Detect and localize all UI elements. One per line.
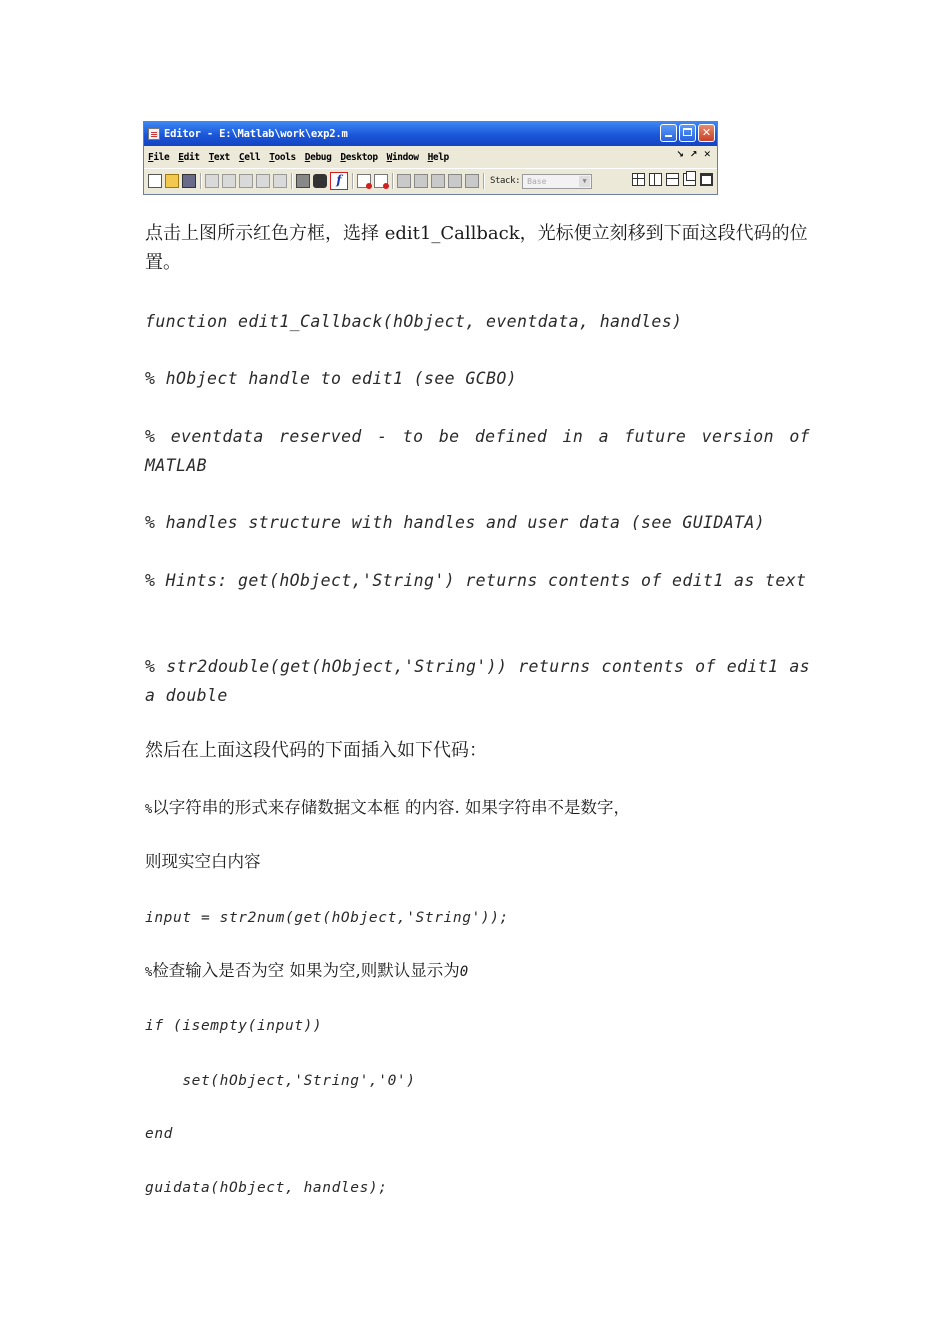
stack-label: Stack: bbox=[490, 176, 521, 186]
toolbar-divider bbox=[352, 173, 353, 189]
code-comment-hints: % Hints: get(hObject,'String') returns contents of edit1 as text bbox=[145, 571, 807, 590]
clear-breakpoints-icon[interactable] bbox=[374, 174, 388, 188]
menu-help[interactable]: Help bbox=[427, 151, 449, 163]
step-icon[interactable] bbox=[397, 174, 411, 188]
find-binoculars-icon[interactable] bbox=[313, 174, 327, 188]
toolbar-divider bbox=[392, 173, 393, 189]
redo-icon[interactable] bbox=[273, 174, 287, 188]
toolbar-divider bbox=[291, 173, 292, 189]
set-breakpoint-icon[interactable] bbox=[357, 174, 371, 188]
menu-window[interactable]: Window bbox=[386, 151, 419, 163]
maximize-document-icon[interactable] bbox=[700, 173, 713, 186]
show-function-icon[interactable]: f bbox=[330, 172, 348, 190]
toolbar-divider bbox=[200, 173, 201, 189]
menu-file[interactable]: File bbox=[148, 151, 170, 163]
menu-debug[interactable]: Debug bbox=[304, 151, 332, 163]
menu-cell[interactable]: Cell bbox=[238, 151, 261, 163]
stack-dropdown[interactable] bbox=[522, 174, 592, 189]
continue-icon[interactable] bbox=[448, 174, 462, 188]
editor-title: Editor - E:\Matlab\work\exp2.m bbox=[164, 128, 348, 140]
close-icon: ✕ bbox=[701, 126, 712, 139]
undock-arrow-icon[interactable]: ↗ bbox=[689, 150, 698, 160]
editor-menubar bbox=[144, 146, 717, 168]
menu-tools[interactable]: Tools bbox=[269, 151, 296, 163]
step-out-icon[interactable] bbox=[431, 174, 445, 188]
code-comment-str2double: % str2double(get(hObject,'String')) returns contents of edit1 as a double bbox=[145, 657, 810, 705]
close-document-icon[interactable]: ✕ bbox=[703, 150, 711, 160]
code-if-line: if (isempty(input)) bbox=[145, 1018, 323, 1034]
open-file-icon[interactable] bbox=[165, 174, 179, 188]
chevron-down-icon: ▼ bbox=[579, 176, 590, 187]
code-function-line: function edit1_Callback(hObject, eventdata, handles) bbox=[145, 312, 683, 331]
exit-debug-icon[interactable] bbox=[465, 174, 479, 188]
comment-check-line bbox=[145, 956, 810, 987]
matlab-editor-window bbox=[143, 121, 718, 195]
comment-check-zero: 0 bbox=[459, 964, 469, 980]
maximize-icon bbox=[683, 128, 692, 136]
comment-percent: % bbox=[145, 965, 153, 979]
editor-titlebar bbox=[144, 122, 717, 146]
undo-icon[interactable] bbox=[256, 174, 270, 188]
step-in-icon[interactable] bbox=[414, 174, 428, 188]
layout-controls bbox=[632, 173, 713, 186]
code-comment-handles: % handles structure with handles and user data (see GUIDATA) bbox=[145, 513, 766, 532]
editor-toolbar bbox=[144, 168, 717, 193]
cut-icon[interactable] bbox=[205, 174, 219, 188]
menu-desktop[interactable]: Desktop bbox=[340, 151, 378, 163]
code-end-line: end bbox=[145, 1126, 173, 1142]
float-window-icon[interactable] bbox=[683, 173, 696, 186]
code-comment-hobject: % hObject handle to edit1 (see GCBO) bbox=[145, 369, 518, 388]
comment-store-line bbox=[145, 793, 810, 824]
print-icon[interactable] bbox=[296, 174, 310, 188]
code-input-line: input = str2num(get(hObject,'String')); bbox=[145, 910, 509, 926]
code-comment-eventdata: % eventdata reserved - to be defined in a future version of MATLAB bbox=[145, 427, 810, 475]
intro-paragraph: 点击上图所示红色方框，选择 edit1_Callback，光标便立刻移到下面这段代码的位置。 bbox=[145, 223, 808, 273]
close-button[interactable] bbox=[698, 124, 715, 142]
paste-icon[interactable] bbox=[239, 174, 253, 188]
top-bottom-split-icon[interactable] bbox=[666, 173, 679, 186]
new-file-icon[interactable] bbox=[148, 174, 162, 188]
window-controls bbox=[660, 124, 715, 142]
insert-instruction: 然后在上面这段代码的下面插入如下代码： bbox=[145, 740, 487, 761]
stack-value: Base bbox=[527, 176, 547, 186]
editor-app-icon bbox=[148, 128, 160, 140]
left-right-split-icon[interactable] bbox=[649, 173, 662, 186]
menu-edit[interactable]: Edit bbox=[178, 151, 200, 163]
comment-store-continuation: 则现实空白内容 bbox=[145, 852, 261, 871]
comment-percent: % bbox=[145, 802, 153, 816]
toolbar-divider bbox=[483, 173, 484, 189]
dock-arrow-icon[interactable]: ↘ bbox=[676, 150, 684, 160]
copy-icon[interactable] bbox=[222, 174, 236, 188]
tile-grid-icon[interactable] bbox=[632, 173, 645, 186]
dock-controls bbox=[676, 150, 711, 160]
comment-store-text: 以字符串的形式来存储数据文本框 的内容. 如果字符串不是数字， bbox=[152, 798, 630, 817]
save-icon[interactable] bbox=[182, 174, 196, 188]
maximize-button[interactable] bbox=[679, 124, 696, 142]
minimize-icon bbox=[665, 135, 672, 137]
comment-check-text: 检查输入是否为空 如果为空,则默认显示为 bbox=[152, 961, 460, 980]
code-set-line: set(hObject,'String','0') bbox=[145, 1073, 416, 1089]
minimize-button[interactable] bbox=[660, 124, 677, 142]
code-guidata-line: guidata(hObject, handles); bbox=[145, 1180, 388, 1196]
menu-text[interactable]: Text bbox=[208, 151, 230, 163]
